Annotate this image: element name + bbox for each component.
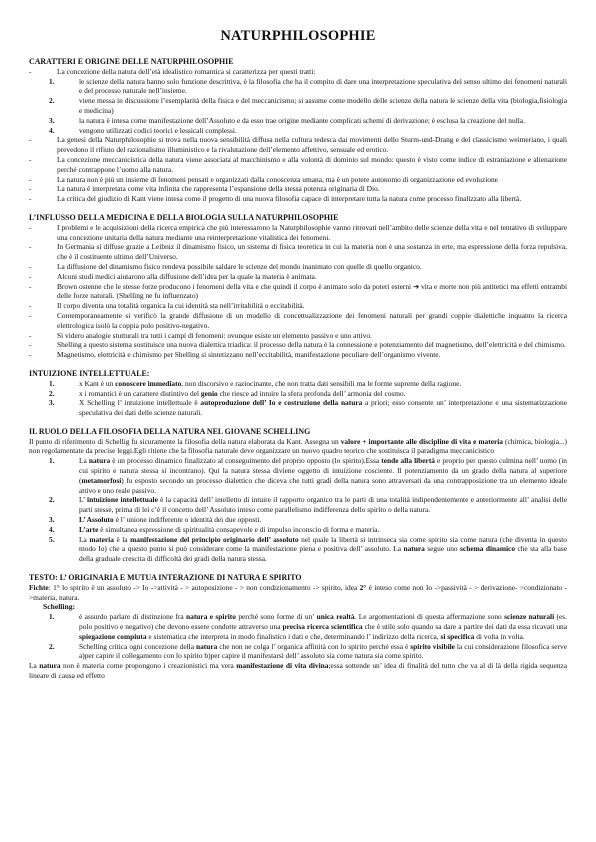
bullet-item: - La diffusione del dinamismo fisico rendeva possibile saldare le scienze del mondo inanimato con quelle di quello organico.: [29, 262, 567, 272]
text-run: La: [29, 661, 40, 671]
bullet-item: - Contemporaneamente si verificò la grande diffusione di un modello di concettualizzazione dei fenomeni naturali per grandi coppie dialettiche inquanto la ricerca elettrologica isolò la coppia polo positivo-negativo.: [29, 311, 567, 331]
section-heading: L’INFLUSSO DELLA MEDICINA E DELLA BIOLOGIA SULLA NATURPHILOSOPHIE: [29, 212, 339, 222]
numbered-list: [29, 456, 567, 564]
text-run: : 1° lo spirito è un assoluto -> Io ->attività - > autoposizione - > non condizionamento -> spirito, idea: [48, 582, 360, 592]
bold-run: autoproduzione dell’ Io e costruzione della natura: [200, 398, 363, 408]
text-run: è un processo dinamico finalizzato al conseguimento del proprio opposto (lo spirito).Essa: [110, 456, 382, 466]
text-run: x i romantici è un carattere distintivo del: [79, 388, 201, 398]
bold-run: natura: [88, 456, 111, 466]
bold-run: L’ Assoluto: [79, 515, 114, 525]
section-intuizione: [29, 369, 567, 418]
bold-run: manifestazione di vita divina: [236, 661, 329, 671]
paragraph: [29, 437, 567, 457]
text-run: a priori; esso consente un’ interpretazione e una sistematizzazione speculativa dei dati delle scienze naturali.: [79, 398, 567, 418]
numbered-item: 5. La materia è la manifestazione del principio originario dell’ assoluto nel quale la libertà si intrinseca sia come spirito sia come natura (che diventa in questo modo Io) che a questo punto si può considerare come la manifestazione piena e positiva dell’ assoluto. La natura segue uno schema dinamico che sta alla base della graduale crescita di difficoltà dei gradi della natura stessa.: [49, 534, 567, 564]
bold-run: intuizione intellettuale: [87, 495, 158, 505]
bold-run: spiegazione compiuta: [79, 631, 147, 641]
bullet-list: [29, 67, 567, 77]
bold-run: schema dinamico: [460, 544, 516, 554]
bold-run: tende alla libertà: [381, 456, 435, 466]
text-run: e proprio per questo culmina nell’ uomo (in cui spirito e natura stessa si incontrano). Qui la natura stessa diviene oggetto di intuizione cosciente. Il potenziamento da un grado della natura al superiore (: [79, 456, 567, 485]
numbered-item: 2. x i romantici è un carattere distintivo del genio che riesce ad intuire la sfera profonda dell’ armonia del cosmo.: [49, 388, 406, 398]
bullet-list: [29, 135, 567, 204]
bold-run: natura: [39, 661, 61, 671]
bold-run: conoscere immediato: [115, 378, 182, 388]
schelling-label: Schelling:: [43, 602, 76, 612]
bullet-item: - La concezione della natura dell’età idealistico romantica si caratterizza per questi tratti:: [29, 67, 567, 77]
bullet-item: - Si videro analogie stutturali tra tutti i campi di fenomeni: ovunque esiste un elemento passivo e uno attivo.: [29, 331, 567, 341]
bullet-item: - La critica del giudizio di Kant viene intesa come il progetto di una nuova filosofia capace di interpretare tutta la natura come processo finalizzato alla libertà.: [29, 194, 567, 204]
numbered-item: 1. le scienze della natura hanno solo funzione descrittiva, è la filosofia che ha il compito di dare una interpretazione speculativa del senso ultimo dei fenomeni naturali e del processo naturale nell’insieme.: [49, 76, 567, 96]
text-run: L’: [79, 495, 88, 505]
numbered-list: [29, 77, 567, 136]
bold-run: natura: [195, 641, 218, 651]
section-influsso: [29, 213, 567, 360]
text-run: . Le argomentazioni di questa affermazione sono scienze naturali (es. polo positivo e negativo) che devono essere condotte attraverso una precisa ricerca scientifica che è utile solo quando sa dare a partire dei dati da essa ricavati una: [79, 612, 567, 632]
bold-run: natura e spirito: [186, 612, 236, 622]
numbered-item: 2. Schelling critica ogni concezione della natura che non ne colga l’ organica affinità con lo spirito perché essa è spirito visibile la cui considerazione filosofica serve a)per capire il collegamento con lo spirito b)per capire il manifestarsi dell’ assoluto sia come natura sia come spirito.: [49, 641, 567, 661]
numbered-item-text: la natura è intesa come manifestazione dell’Assoluto e da esso trae origine mediante complicati schemi di derivazione; è esclusa la creazione del nulla.: [79, 115, 525, 125]
text-run: di volta in volta.: [474, 631, 525, 641]
bold-run: si specifica: [440, 631, 475, 641]
text-run: ;essa sottende un’ idea di finalità del tutto che va al di là della rigida sequenza lineare di causa ed effetto: [29, 661, 567, 681]
text-run: è la capacità dell’ intelletto di intuire il rapporto organico tra le parti di una totalità indipendentemente e anteriormente all’ analisi delle parti stesse, prima di lei c’è il concetto dell’ Assoluto inteso come parallelismo indifferenza dello spirito o della natura.: [79, 495, 567, 515]
section-ruolo-schelling: [29, 427, 567, 564]
bullet-item: - La concezione meccanicistica della natura viene associata al macchinismo e alla volontà di dominio sul mondo: questo è visto come indice di estraniazione e alienazione perché contrappone l’uomo alla natura.: [29, 155, 567, 175]
numbered-item: 4. L’arte è simultanea espressione di spiritualità consapevole e di impulso inconscio di forma e materia.: [49, 524, 380, 534]
text-run: è inteso come non Io ->passività - > derivazione- >condizionato ->materia, natura.: [29, 582, 567, 602]
text-run: la cui considerazione filosofica serve a)per capire il collegamento con lo spirito b)per capire il manifestarsi dell’ assoluto sia come natura sia come spirito.: [79, 641, 567, 661]
bold-run: genio: [200, 388, 218, 398]
section-heading: INTUIZIONE INTELLETTUALE:: [29, 368, 150, 378]
bold-run: spirito visibile: [410, 641, 455, 651]
bullet-item: - In Germania si diffuse grazie a Leibniz il dinamismo fisico, un sistema di fisica teoretica in cui la materia non è una sostanza in erte, ma espressione della forza repulsiva, che è il costituente ultimo dell’Universo.: [29, 242, 567, 262]
bold-run: valore + importante alle discipline di vita e materia: [340, 436, 504, 446]
numbered-item: 1. x Kant è un conoscere immediato, non discorsivo e raziocinante, che non tratta dati sensibili ma le forme supreme della ragione.: [49, 378, 462, 388]
bold-run: unica realtà: [316, 612, 355, 622]
text-run: è assurdo parlare di distinzione fra: [79, 612, 187, 622]
section-heading: CARATTERI E ORIGINE DELLE NATURPHILOSOPHIE: [29, 57, 234, 66]
numbered-item-text: viene messa in discussione l’esemplarità della fisica e del meccanicismo; si assume come modello delle scienze della natura le scienze della vita (biologia,fisiologia e medicina): [79, 96, 567, 115]
bullet-item: - I problemi e le acquisizioni della ricerca empirica che più interessarono la Naturphilosophie vanno ritrovati nell’ambito delle scienze della vita e nel tentativo di sviluppare una concezione unitaria della natura mediante una reinterpretazione vitalistica dei fenomeni.: [29, 223, 567, 243]
bullet-item: - La genesi della Naturphilosophie si trova nella nuova sensibilità diffusa nella cultura tedesca dai movimenti dello Sturm-und-Drang e del classicismo weimeriano, i quali prevedono il rifiuto del razionalismo illuministico e la rivalutazione dell’elemento affettivo, sensuale ed erotico.: [29, 135, 567, 155]
text-run: è simultanea espressione di spiritualità consapevole e di impulso inconscio di forma e materia.: [98, 524, 380, 534]
bullet-item: - Il corpo diventa una totalità organica la cui identità sta nell’irritabilità o eccitabilità.: [29, 301, 567, 311]
text-run: che sta alla base della graduale crescita di difficoltà dei gradi della natura stessa.: [79, 544, 567, 564]
bullet-item: - Shelling a questo sistema sostituisce una nuova dialettica triadica: il processo della natura è la connessione e potenziamento del magnetismo, dell’elettricità e del chimismo.: [29, 340, 567, 350]
text-run: e sistematica che interpreta in modo finalistico i dati e che, determinando l’ indirizzo della ricerca,: [146, 631, 441, 641]
text-run: x Kant è un: [79, 378, 116, 388]
bullet-item: - Alcuni studi medici aiutarono alla diffusione dell’idea per la quale la materia è animata.: [29, 272, 567, 282]
text-run: è l’ unione indifferente o identità dei due opposti.: [113, 515, 262, 525]
text-run: ) fu esposto secondo un processo dialettico che diceva che tutti gradi della natura sono attraversati da una contrapposizione tra un elemento ideale attivo e uno reale passivo.: [79, 475, 567, 495]
bullet-item: - La natura è interpretata come vita infinita che rappresenta l’espansione della stessa potenza originaria di Dio.: [29, 184, 567, 194]
section-heading: IL RUOLO DELLA FILOSOFIA DELLA NATURA NEL GIOVANE SCHELLING: [29, 426, 311, 436]
numbered-item-text: vengono utilizzati codici teorici e lessicali complessi.: [79, 125, 237, 135]
bold-run: Fichte: [29, 582, 49, 592]
bullet-list: [29, 223, 567, 360]
text-run: La: [79, 456, 89, 466]
numbered-item: 3. X Schelling l’ intuizione intellettuale è autoproduzione dell’ Io e costruzione della natura a priori; esso consente un’ interpretazione e una sistematizzazione speculativa dei dati delle scienze naturali.: [49, 398, 567, 418]
numbered-list: [29, 379, 567, 418]
bold-run: L’arte: [79, 524, 99, 534]
section-testo: [29, 573, 567, 681]
text-run: non è materia come propongono i creazionistici ma vera: [60, 661, 237, 671]
text-run: perché sono forme di un’: [235, 612, 317, 622]
text-run: X Schelling l’ intuizione intellettuale è: [79, 398, 201, 408]
bold-run: 2°: [359, 582, 367, 592]
numbered-item: 2. viene messa in discussione l’esemplarità della fisica e del meccanicismo; si assume come modello delle scienze della natura le scienze della vita (biologia,fisiologia e medicina): [49, 96, 567, 115]
text-run: Schelling critica ogni concezione della: [79, 641, 196, 651]
numbered-item: 1. è assurdo parlare di distinzione fra natura e spirito perché sono forme di un’ unica realtà. Le argomentazioni di questa affermazione sono scienze naturali (es. polo positivo e negativo) che devono essere condotte attraverso una precisa ricerca scientifica che è utile solo quando sa dare a partire dei dati da essa ricavati una spiegazione compiuta e sistematica che interpreta in modo finalistico i dati e che, determinando l’ indirizzo della ricerca, si specifica di volta in volta.: [49, 612, 567, 641]
text-run: che riesce ad intuire la sfera profonda dell’ armonia del cosmo.: [217, 388, 406, 398]
section-caratteri: [29, 57, 567, 204]
numbered-item-text: le scienze della natura hanno solo funzione descrittiva, è la filosofia che ha il compito di dare una interpretazione speculativa del senso ultimo dei fenomeni naturali e del processo naturale nell’insieme.: [79, 76, 567, 96]
numbered-list: [29, 612, 567, 661]
text-run: La: [79, 534, 90, 544]
text-run: Il punto di riferimento di Schellig fu sicuramente la filosofia della natura elaborata da Kant. Assegna un: [29, 436, 341, 446]
text-run: , non discorsivo e raziocinante, che non tratta dati sensibili ma le forme supreme della ragione.: [181, 378, 462, 388]
text-run: nel quale la libertà si intrinseca sia come spirito sia come natura (che diventa in questo modo Io) che a questo punto si può considerare come la manifestazione piena e positiva dell’ assoluto. La: [79, 534, 567, 554]
bold-run: natura: [403, 544, 425, 554]
bold-run: metamorfosi: [81, 475, 122, 485]
bold-run: manifestazione del principio originario dell’ assoluto: [130, 534, 299, 544]
numbered-item: 3. L’ Assoluto è l’ unione indifferente o identità dei due opposti.: [49, 515, 262, 525]
numbered-item: 4. vengono utilizzati codici teorici e lessicali complessi.: [49, 125, 237, 135]
page-title: NATURPHILOSOPHIE: [220, 28, 376, 44]
text-run: (chimica, biologia...) non regolamentate da precise leggi.Egli ritiene che la filosofia naturale deve organizzare un nuovo quadro teorico che sostituisca il paradigma meccanicistico: [29, 436, 567, 456]
text-run: segue uno: [424, 544, 461, 554]
bullet-item: - Brown ostenne che le stesse forze producono i fenomeni della vita e che quindi il corpo è animato solo da poteri esterni ➔ vita e morte non più antitetici ma effetti entrambi delle forze naturali. (Shelling ne fu influenzato): [29, 282, 567, 302]
bold-run: precisa ricerca scientifica: [282, 622, 363, 632]
bold-run: materia: [89, 534, 114, 544]
numbered-item: 2. L’ intuizione intellettuale è la capacità dell’ intelletto di intuire il rapporto organico tra le parti di una totalità indipendentemente e anteriormente all’ analisi delle parti stesse, prima di lei c’è il concetto dell’ Assoluto inteso come parallelismo indifferenza dello spirito o della natura.: [49, 495, 567, 515]
bullet-item: - Magnetismo, elettricità e chimismo per Shelling si sintetizzano nell’eccitabilità, manifestazione peculiare dell’organismo vivente.: [29, 350, 567, 360]
text-run: è la: [113, 534, 131, 544]
bold-run: scienze naturali: [504, 612, 555, 622]
numbered-item: 3. la natura è intesa come manifestazione dell’Assoluto e da esso trae origine mediante complicati schemi di derivazione; è esclusa la creazione del nulla.: [49, 115, 525, 125]
numbered-item: 1. La natura è un processo dinamico finalizzato al conseguimento del proprio opposto (lo spirito).Essa tende alla libertà e proprio per questo culmina nell’ uomo (in cui spirito e natura stessa si incontrano). Qui la natura stessa diviene oggetto di intuizione cosciente. Il potenziamento da un grado della natura al superiore (metamorfosi) fu esposto secondo un processo dialettico che diceva che tutti gradi della natura sono attraversati da una contrapposizione tra un elemento ideale attivo e uno reale passivo.: [49, 456, 567, 495]
bullet-item: - La natura non è più un insieme di fenomeni pensati e organizzati dalla conoscenza umana, ma è un potere autonomo di organizzazione ed evoluzione: [29, 175, 567, 185]
text-run: che non ne colga l’ organica affinità con lo spirito perché essa è: [217, 641, 411, 651]
paragraph-closing: [29, 661, 567, 681]
paragraph-fichte: [29, 583, 567, 603]
section-heading: TESTO: L’ ORIGINARIA E MUTUA INTERAZIONE DI NATURA E SPIRITO: [29, 573, 302, 583]
